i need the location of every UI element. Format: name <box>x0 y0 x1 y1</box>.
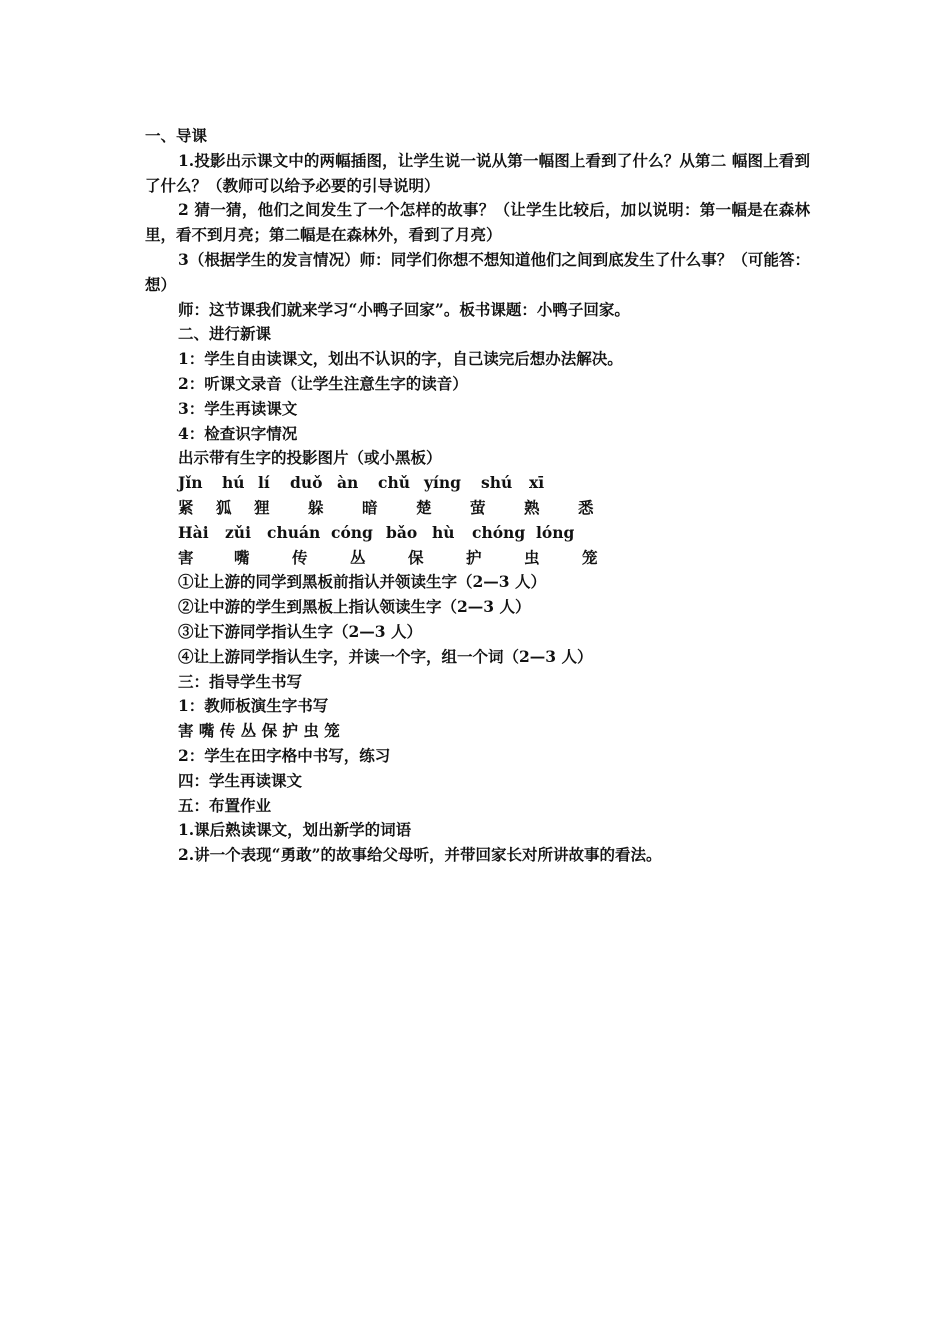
pinyin-cell: chǔ <box>378 473 410 493</box>
section-2-item-5: 出示带有生字的投影图片（或小黑板） <box>178 448 442 468</box>
lesson-plan-document <box>145 124 810 868</box>
pinyin-row-2 <box>145 521 810 546</box>
section-3-item-2: 2：学生在田字格中书写，练习 <box>178 745 391 765</box>
pinyin-cell: Jǐn <box>178 473 203 493</box>
pinyin-cell: yíng <box>424 473 462 493</box>
pinyin-cell: lí <box>258 473 270 493</box>
section-2-circled-2: ②让中游的学生到黑板上指认领读生字（2—3 人） <box>178 597 531 617</box>
pinyin-cell: shú <box>481 473 513 493</box>
hanzi-cell: 暗 <box>362 497 378 517</box>
section-2-circled-1: ①让上游的同学到黑板前指认并领读生字（2—3 人） <box>178 572 546 592</box>
section-2-item-2: 2：听课文录音（让学生注意生字的读音） <box>178 373 468 393</box>
section-2-item-3: 3：学生再读课文 <box>178 398 298 418</box>
pinyin-cell: zǔi <box>225 522 251 542</box>
pinyin-cell: Hài <box>178 522 209 542</box>
section-2-heading: 二、进行新课 <box>178 324 272 344</box>
section-5-heading: 五：布置作业 <box>178 795 272 815</box>
pinyin-cell: xī <box>529 473 545 493</box>
hanzi-cell: 狸 <box>254 497 270 517</box>
section-2-item-4: 4：检查识字情况 <box>178 423 298 443</box>
pinyin-cell: hù <box>432 522 455 542</box>
hanzi-cell: 虫 <box>524 547 540 567</box>
hanzi-cell: 悉 <box>578 497 594 517</box>
hanzi-cell: 护 <box>466 547 482 567</box>
section-1-paragraph-3: 3（根据学生的发言情况）师：同学们你想不想知道他们之间到底发生了什么事？（可能答：想） <box>145 249 810 294</box>
section-2-circled-4: ④让上游同学指认生字，并读一个字，组一个词（2—3 人） <box>178 646 593 666</box>
section-1-paragraph-4: 师：这节课我们就来学习“小鸭子回家”。板书课题：小鸭子回家。 <box>178 299 630 319</box>
section-3-heading: 三：指导学生书写 <box>178 671 303 691</box>
section-1-paragraph-2: 2 猜一猜，他们之间发生了一个怎样的故事？（让学生比较后，加以说明：第一幅是在森林里，看不到月亮；第二幅是在森林外，看到了月亮） <box>145 200 810 245</box>
section-5-item-1: 1.课后熟读课文，划出新学的词语 <box>178 820 412 840</box>
section-3-characters: 害 嘴 传 丛 保 护 虫 笼 <box>178 721 340 741</box>
pinyin-cell: duǒ <box>290 473 323 493</box>
hanzi-cell: 保 <box>408 547 424 567</box>
pinyin-row-1 <box>145 471 810 496</box>
section-3-item-1: 1：教师板演生字书写 <box>178 696 329 716</box>
pinyin-cell: hú <box>222 473 245 493</box>
hanzi-cell: 丛 <box>350 547 366 567</box>
hanzi-cell: 嘴 <box>234 547 250 567</box>
hanzi-cell: 狐 <box>216 497 232 517</box>
hanzi-row-2 <box>145 546 810 571</box>
pinyin-cell: bǎo <box>386 522 418 542</box>
hanzi-cell: 躲 <box>308 497 324 517</box>
pinyin-cell: lóng <box>536 522 575 542</box>
pinyin-cell: chuán <box>267 522 321 542</box>
hanzi-cell: 紧 <box>178 497 194 517</box>
section-2-item-1: 1：学生自由读课文，划出不认识的字，自己读完后想办法解决。 <box>178 349 623 369</box>
section-4-heading: 四：学生再读课文 <box>178 770 303 790</box>
hanzi-cell: 熟 <box>524 497 540 517</box>
pinyin-cell: àn <box>337 473 359 493</box>
hanzi-cell: 萤 <box>470 497 486 517</box>
section-5-item-2: 2.讲一个表现“勇敢”的故事给父母听，并带回家长对所讲故事的看法。 <box>178 845 662 865</box>
pinyin-cell: chóng <box>472 522 526 542</box>
hanzi-cell: 害 <box>178 547 194 567</box>
hanzi-row-1 <box>145 496 810 521</box>
hanzi-cell: 楚 <box>416 497 432 517</box>
hanzi-cell: 笼 <box>582 547 598 567</box>
section-2-circled-3: ③让下游同学指认生字（2—3 人） <box>178 621 422 641</box>
hanzi-cell: 传 <box>292 547 308 567</box>
section-1-paragraph-1: 1.投影出示课文中的两幅插图，让学生说一说从第一幅图上看到了什么？从第二 幅图上看到了什么？（教师可以给予必要的引导说明） <box>145 150 810 195</box>
section-1-heading: 一、导课 <box>145 126 208 145</box>
pinyin-cell: cóng <box>331 522 373 542</box>
